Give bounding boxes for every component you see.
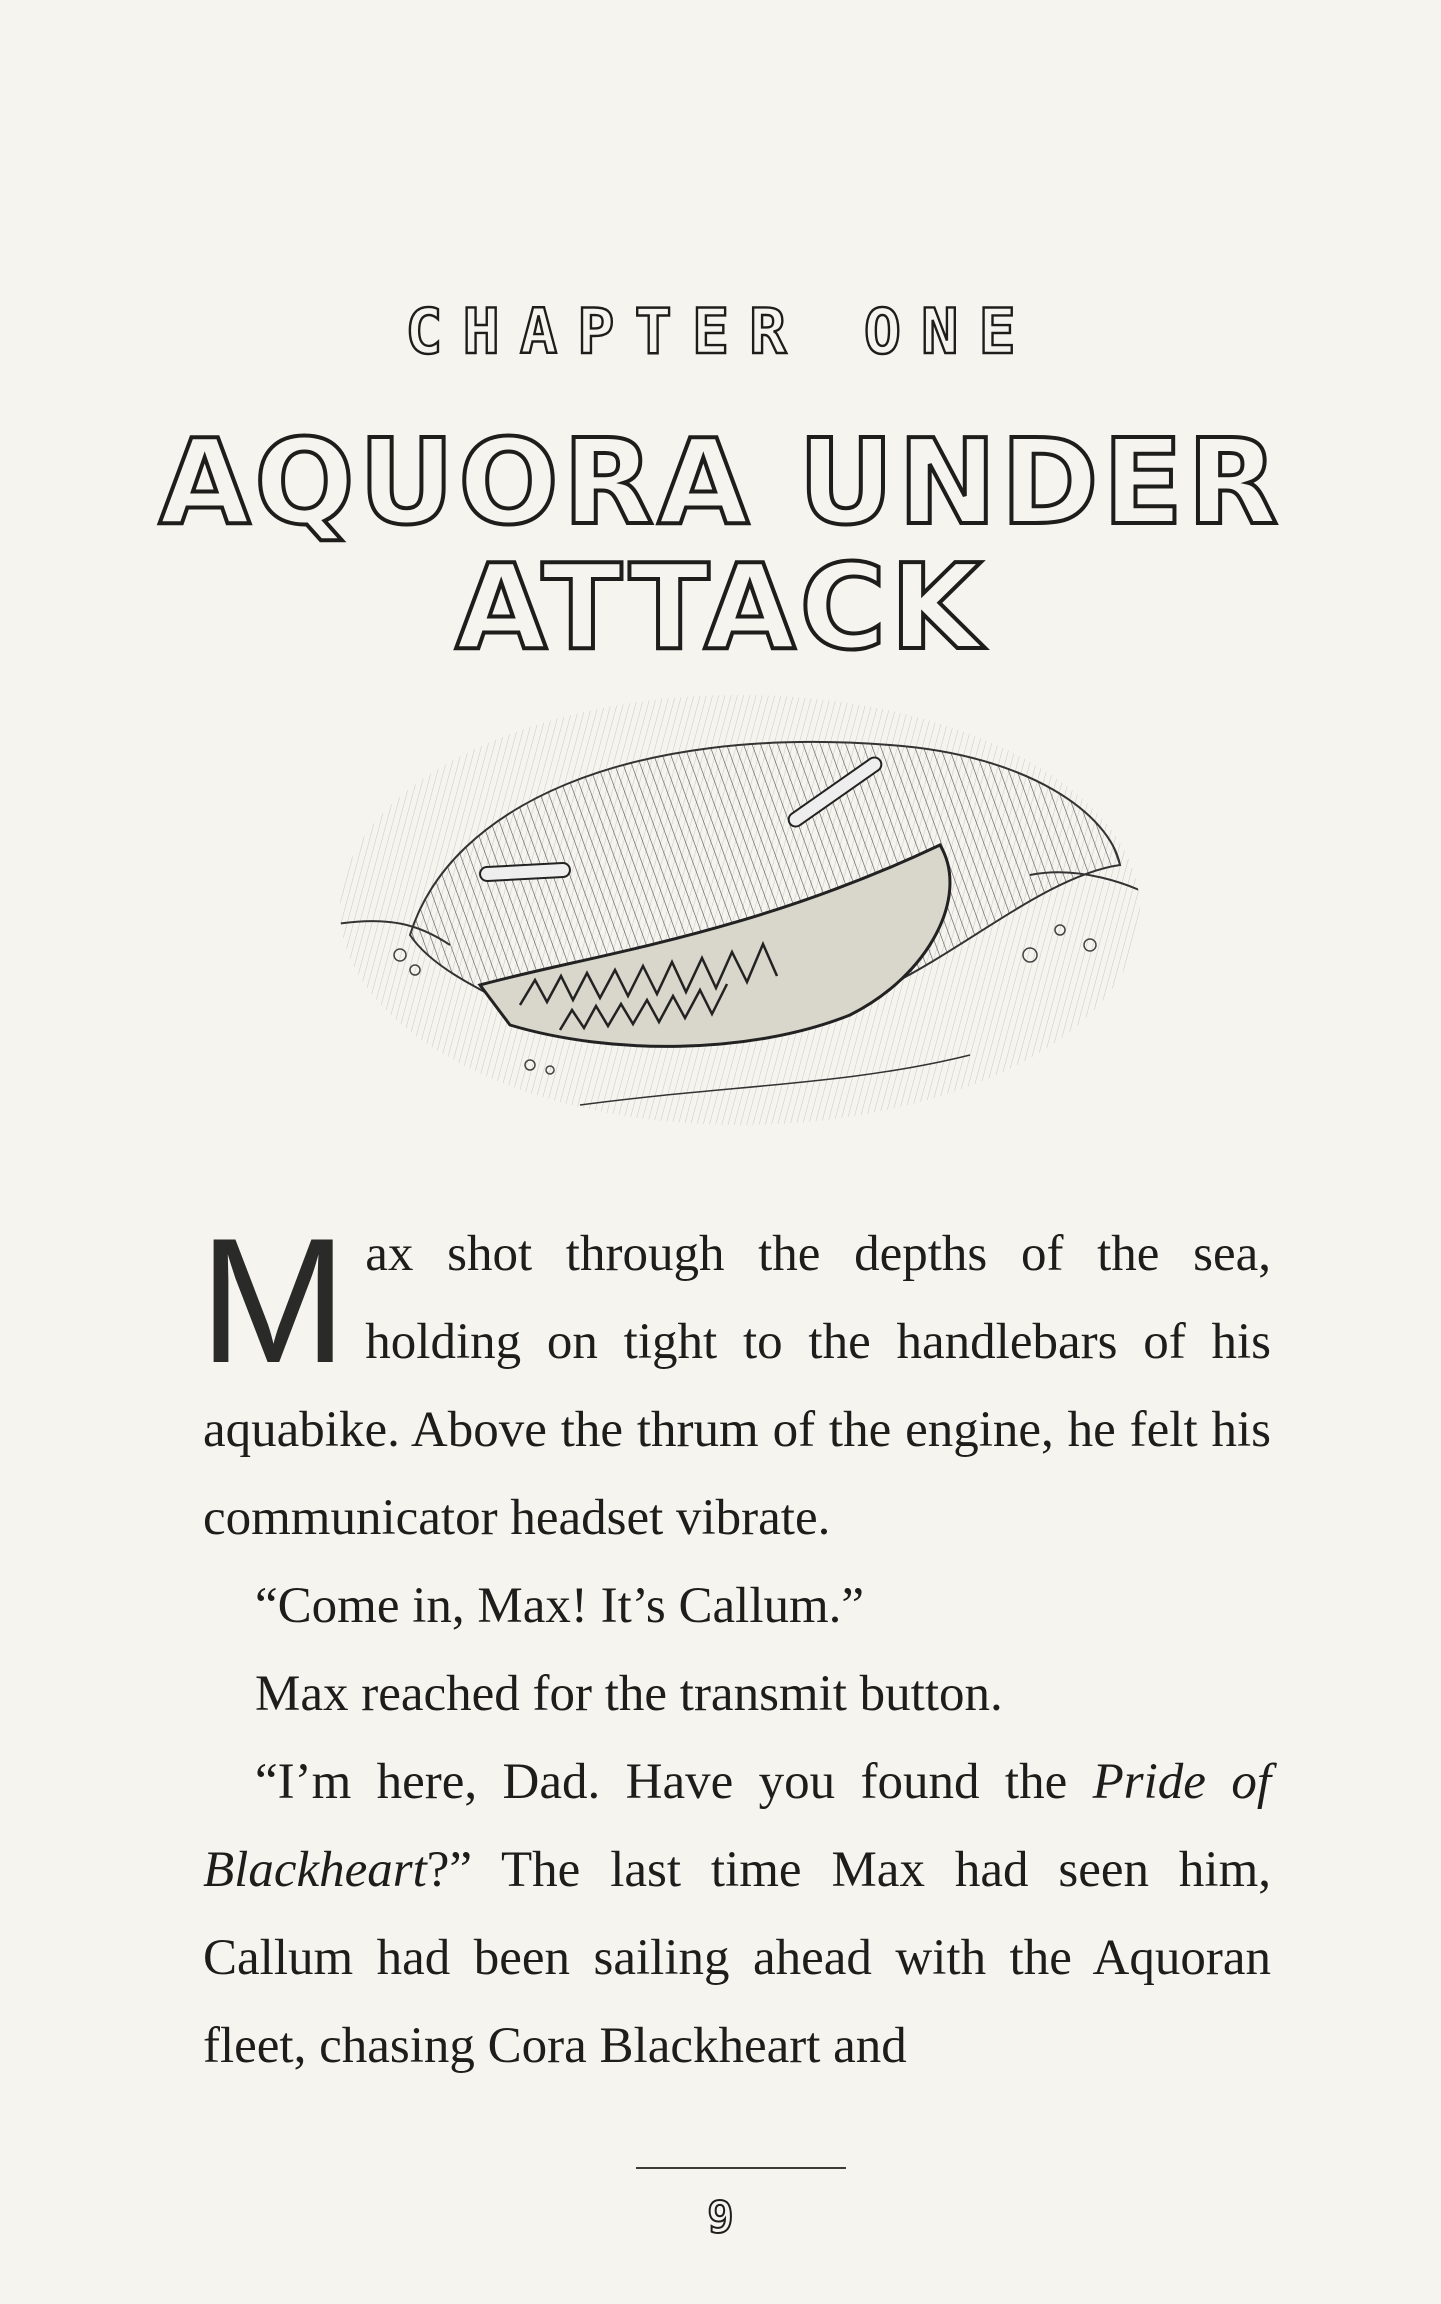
chapter-title	[150, 413, 1291, 676]
footer-rule	[636, 2167, 846, 2169]
paragraph-3: Max reached for the transmit button.	[255, 1666, 1003, 1722]
paragraph-1-text: ax shot through the depths of the sea, holding on tight to the handlebars of his aquabike. Above the thrum of the engine, he felt his communicator headset vibrate.	[203, 1226, 1271, 1546]
dropcap: M	[199, 1201, 348, 1400]
paragraph-4-start: “I’m here, Dad. Have you found the	[255, 1754, 1093, 1810]
body-text	[199, 1201, 1271, 2090]
shark-robot-face-illustration	[330, 685, 1150, 1135]
ship-name: Pride of Blackheart	[203, 1754, 1271, 1898]
chapter-title-line-2: ATTACK	[455, 538, 986, 676]
paragraph-1	[199, 1201, 1271, 1562]
page-number: 9	[707, 2192, 734, 2243]
chapter-title-line-1: AQUORA UNDER	[158, 413, 1283, 551]
paragraph-4	[203, 1738, 1271, 2090]
illustration-oval	[330, 685, 1150, 1135]
paragraph-2: “Come in, Max! It’s Callum.”	[255, 1578, 865, 1634]
chapter-label: CHAPTER ONE	[405, 295, 1036, 368]
paragraph-4-end: ?” The last time Max had seen him, Callum had been sailing ahead with the Aquoran fleet, chasing Cora Blackheart and	[203, 1842, 1271, 2074]
